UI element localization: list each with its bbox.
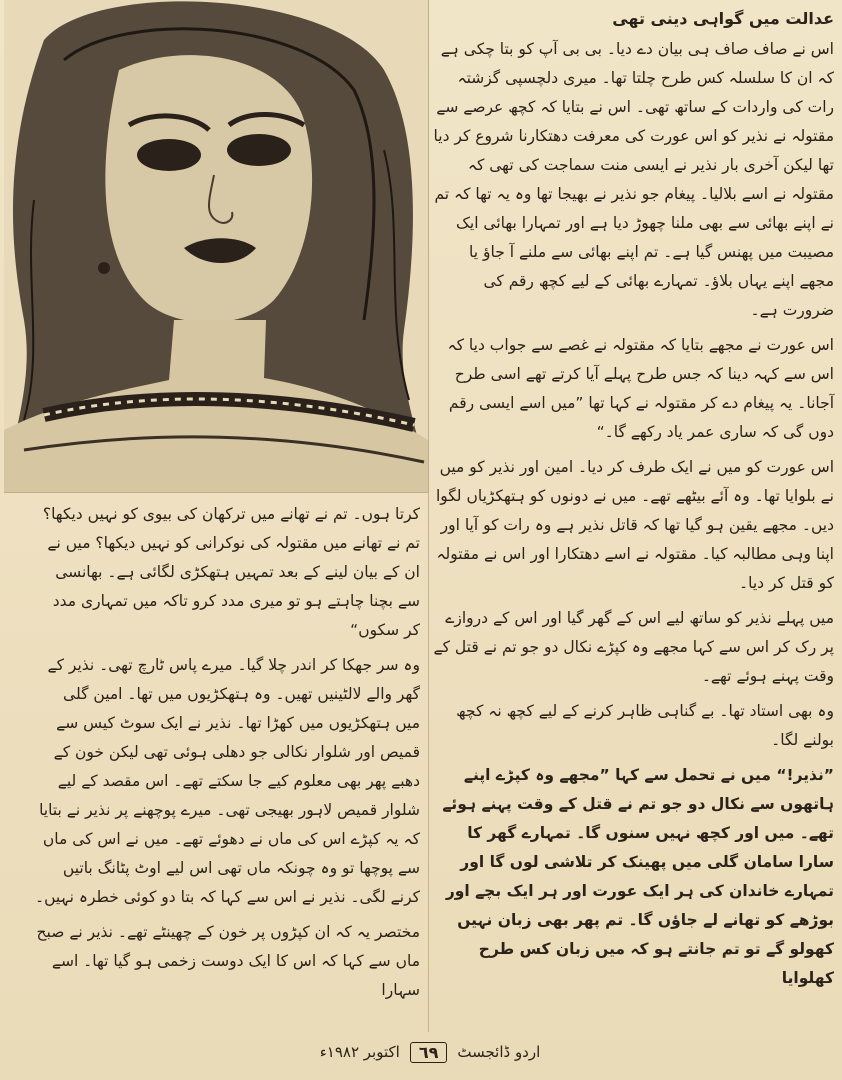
woman-face-sketch-icon — [4, 0, 428, 492]
left-text-column — [34, 500, 420, 1011]
paragraph: اس عورت نے مجھے بتایا کہ مقتولہ نے غصے سے جواب دیا کہ اس سے کہہ دینا کہ جس طرح پہلے آیا کرتے تھے اسی طرح آجانا۔ یہ پیغام دے کر مقتولہ نے کہا تھا ”میں اسے ایسی رقم دوں گی کہ ساری عمر یاد رکھے گا۔“ — [447, 336, 834, 441]
column-divider — [428, 492, 429, 1032]
portrait-illustration — [4, 0, 429, 493]
paragraph: میں پہلے نذیر کو ساتھ لیے اس کے گھر گیا اور اس کے دروازے پر رک کر اس سے کہا مجھے وہ کپڑے نکال دو جو تم نے قتل کے وقت پہنے ہوئے تھے۔ — [433, 609, 834, 685]
page-footer — [280, 1036, 580, 1068]
paragraph: اس عورت کو میں نے ایک طرف کر دیا۔ امین اور نذیر کو میں نے بلوایا تھا۔ وہ آئے بیٹھے تھے۔ میں نے دونوں کو ہتھکڑیاں لگوا دیں۔ مجھے یقین ہو گیا تھا کہ قاتل نذیر ہے وہ رات کو آیا اور اپنا وہی مطالبہ کیا۔ مقتولہ نے اسے دھتکارا اور اس نے مقتولہ کو قتل کر دیا۔ — [435, 458, 834, 592]
paragraph: وہ سر جھکا کر اندر چلا گیا۔ میرے پاس ٹارچ تھی۔ نذیر کے گھر والے لالٹینیں تھیں۔ وہ ہتھکڑیوں میں تھا۔ امین گلی میں ہتھکڑیوں میں کھڑا تھا۔ نذیر نے ایک سوٹ کیس سے قمیص اور شلوار نکالی جو دھلی ہوئی تھی لیکن خون کے دھبے پھر بھی معلوم کیے جا سکتے تھے۔ اس مقصد کے لیے شلوار قمیص لاہور بھیجی تھی۔ میرے پوچھنے پر نذیر نے بتایا کہ یہ کپڑے اس کی ماں نے دھوئے تھے۔ میں نے اس کی ماں سے پوچھا تو وہ چونکہ ماں تھی اس لیے اوٹ پٹانگ باتیں کرنے لگی۔ نذیر نے اس سے کہا کہ بتا دو کوئی خطرہ نہیں۔ — [35, 656, 420, 906]
magazine-name: اردو ڈائجسٹ — [457, 1043, 541, 1061]
paragraph: وہ بھی استاد تھا۔ بے گناہی ظاہر کرنے کے لیے کچھ نہ کچھ بولنے لگا۔ — [456, 702, 834, 749]
issue-date: اکتوبر ۱۹۸۲ء — [319, 1043, 400, 1061]
column-heading: عدالت میں گواہی دینی تھی — [612, 9, 834, 28]
page-number: ٦٩ — [410, 1042, 448, 1063]
paragraph: اس نے صاف صاف ہی بیان دے دیا۔ بی بی آپ کو بتا چکی ہے کہ ان کا سلسلہ کس طرح چلتا تھا۔ میری دلچسپی گزشتہ رات کی واردات کے ساتھ تھی۔ اس نے بتایا کہ کچھ عرصے سے مقتولہ نے نذیر کو اس عورت کی معرفت دھتکارنا شروع کر دیا تھا لیکن آخری بار نذیر نے ایسی منت سماجت کی تھی کہ مقتولہ نے اسے بلالیا۔ پیغام جو نذیر نے بھیجا تھا وہ یہ تھا کہ تم نے اپنے بھائی سے بھی ملنا چھوڑ دیا ہے اور تمہارا بھائی ایک مصیبت میں پھنس گیا ہے۔ تم اپنے بھائی سے ملنے آ جاؤ یا مجھے اپنے یہاں بلاؤ۔ تمہارے بھائی کے لیے کچھ رقم کی ضرورت ہے۔ — [433, 40, 834, 319]
paragraph: ”نذیر!“ میں نے تحمل سے کہا ”مجھے وہ کپڑے اپنے ہاتھوں سے نکال دو جو تم نے قتل کے وقت پہنے ہوئے تھے۔ میں اور کچھ نہیں سنوں گا۔ تمہارے گھر کا سارا سامان گلی میں پھینک کر تلاشی لوں گا اور تمہارے خاندان کی ہر ایک عورت اور ہر ایک بچے اور بوڑھے کو تھانے لے جاؤں گا۔ تم پھر بھی زبان نہیں کھولو گے تو تم جانتے ہو کہ میں زبان کس طرح کھلوایا — [442, 766, 834, 987]
paragraph: کرتا ہوں۔ تم نے تھانے میں ترکھان کی بیوی کو نہیں دیکھا؟ تم نے تھانے میں مقتولہ کی نوکرانی کو نہیں دیکھا؟ میں نے ان کے بیان لینے کے بعد تمہیں ہتھکڑی لگائی ہے۔ بھانسی سے بچنا چاہتے ہو تو میری مدد کرو تاکہ میں تمہاری مدد کر سکوں“ — [42, 505, 420, 639]
paragraph: مختصر یہ کہ ان کپڑوں پر خون کے چھینٹے تھے۔ نذیر نے صبح ماں سے کہا کہ اس کا ایک دوست زخمی ہو گیا تھا۔ اسے سہارا — [36, 923, 420, 999]
right-text-column — [432, 4, 834, 999]
